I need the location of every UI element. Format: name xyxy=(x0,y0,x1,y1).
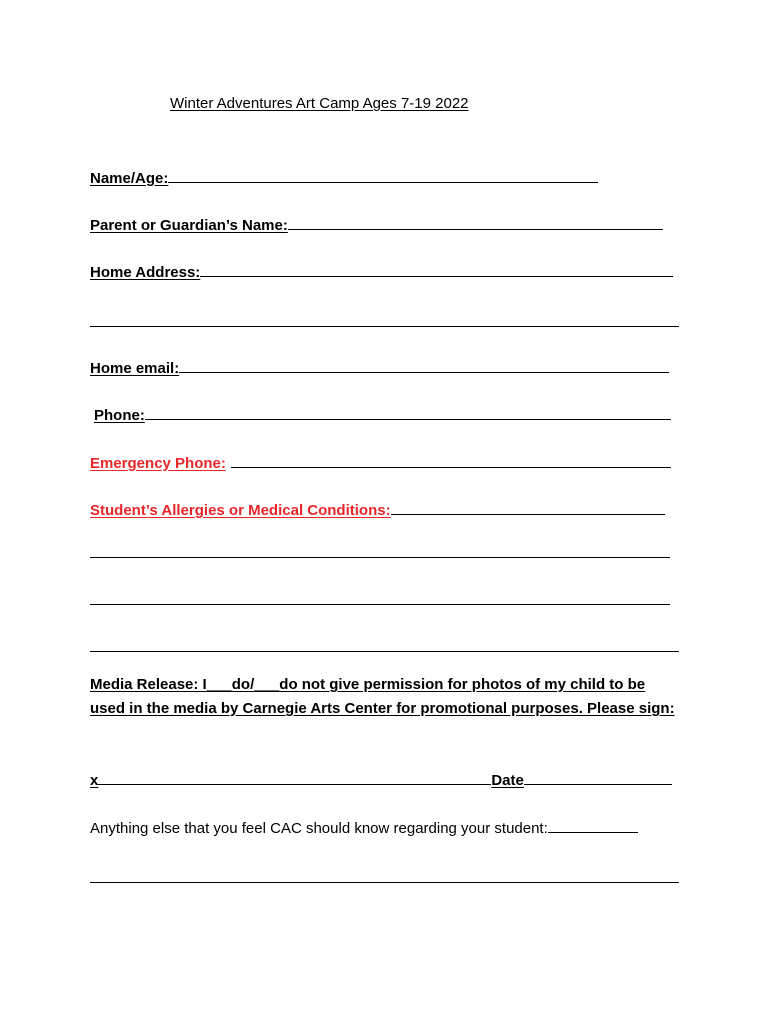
email-label: Home email: xyxy=(90,360,180,377)
date-label: Date xyxy=(491,772,524,789)
address-label: Home Address: xyxy=(90,264,201,281)
signature-field[interactable] xyxy=(98,770,491,785)
name-age-row xyxy=(90,168,598,189)
address-row xyxy=(90,262,673,283)
allergies-line-3[interactable] xyxy=(90,604,670,605)
media-release-paragraph xyxy=(90,673,675,721)
guardian-label: Parent or Guardian’s Name: xyxy=(90,217,288,234)
phone-row xyxy=(90,405,671,426)
form-title: Winter Adventures Art Camp Ages 7-19 2022 xyxy=(170,95,469,112)
guardian-field[interactable] xyxy=(288,215,663,230)
emergency-label: Emergency Phone: xyxy=(90,455,226,472)
allergies-row xyxy=(90,500,665,521)
name-age-field[interactable] xyxy=(168,168,598,183)
anything-else-row xyxy=(90,818,638,839)
media-release-start: Media Release: I xyxy=(90,676,207,693)
date-field[interactable] xyxy=(524,770,672,785)
signature-x-label: x xyxy=(90,772,99,789)
emergency-row xyxy=(90,453,671,474)
email-field[interactable] xyxy=(179,358,669,373)
address-line-2[interactable] xyxy=(90,326,679,327)
media-release-blank-do[interactable]: ___ xyxy=(206,676,232,693)
media-release-blank-do-not[interactable]: ___ xyxy=(254,676,280,693)
email-row xyxy=(90,358,669,379)
allergies-line-2[interactable] xyxy=(90,557,670,558)
allergies-field[interactable] xyxy=(391,500,665,515)
media-release-end: do not give permission for photos of my child to be used in the media by Carnegie Arts Center for promotional purposes. Please sign: xyxy=(90,676,675,717)
allergies-line-4[interactable] xyxy=(90,651,679,652)
phone-field[interactable] xyxy=(145,405,671,420)
signature-row xyxy=(90,770,672,791)
address-field[interactable] xyxy=(200,262,673,277)
name-age-label: Name/Age: xyxy=(90,170,169,187)
allergies-label: Student’s Allergies or Medical Conditions: xyxy=(90,502,391,519)
phone-label: Phone: xyxy=(94,407,145,424)
anything-else-field[interactable] xyxy=(548,818,638,833)
anything-else-label: Anything else that you feel CAC should know regarding your student: xyxy=(90,820,548,837)
media-release-do: do/ xyxy=(231,676,255,693)
guardian-row xyxy=(90,215,663,236)
emergency-field[interactable] xyxy=(231,453,671,468)
anything-else-line-2[interactable] xyxy=(90,882,679,883)
